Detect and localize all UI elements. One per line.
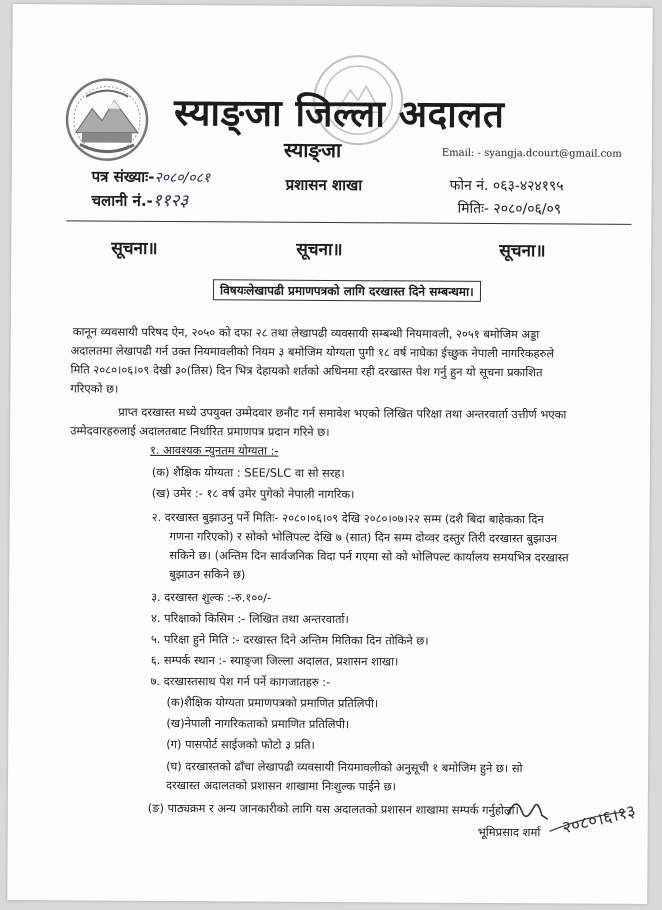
item-1b: (ख) उमेर :- १८ वर्ष उमेर पुगेको नेपाली नागरिक। — [151, 485, 355, 502]
notice-label-left: सूचना॥ — [111, 238, 158, 259]
intro-paragraph — [70, 322, 554, 401]
intro-line-4: गरिएको छ। — [70, 381, 119, 396]
item-1a: (क) शैक्षिक योग्यता : SEE/SLC वा सो सरह। — [151, 464, 345, 481]
document-date: मितिः- २०८०/०६/०९ — [457, 200, 562, 218]
item-7c: (ग) पासपोर्ट साईजको फोटो ३ प्रति। — [166, 737, 315, 752]
notice-label-center: सूचना॥ — [296, 239, 343, 261]
item-6: ६. सम्पर्क स्थान :- स्याङ्जा जिल्ला अदालत, प्रशासन शाखा। — [150, 652, 399, 669]
intro-line-2: अदालतमा लेखापढी गर्न उक्त नियमावलीको नियम ३ बमोजिम योग्यता पुगी १८ वर्ष नाघेका ईच्छुक नेपाली नागरिकहरुले — [70, 343, 555, 361]
item-4: ४. परिक्षाको किसिम :- लिखित तथा अन्तरवार्ता। — [150, 610, 349, 627]
item-7e: (ङ) पाठ्यक्रम र अन्य जानकारीको लागि यस अदालतको प्रशासन शाखामा सम्पर्क गर्नुहोला। — [147, 800, 519, 818]
dispatch-number-label: चलानी नं.- — [91, 191, 153, 210]
subject-line: विषयःलेखापढी प्रमाणपत्रको लागि दरखास्त दिने सम्बन्धमा। — [213, 279, 481, 302]
intro-line-1: कानून व्यवसायी परिषद ऐन, २०५० को दफा २८ तथा लेखापढी व्यवसायी सम्बन्धी नियमावली, २०५१ बमोजिम अड्डा — [72, 324, 540, 342]
phone-number: फोन नं. ०६३-४२४१९५ — [449, 177, 564, 195]
branch-name: प्रशासन शाखा — [285, 175, 363, 195]
item-2 — [151, 508, 569, 587]
item-3: ३. दरखास्त शुल्क :-रु.१००/- — [151, 589, 272, 605]
court-subtitle: स्याङ्जा — [283, 137, 342, 163]
item-2-line-3: सकिने छ। (अन्तिम दिन सार्वजनिक विदा पर्न गएमा सो को भोलिपल्ट कार्यालय समयभित्र दरखास्त — [169, 548, 569, 565]
item-2-line-2: गणना गरिएको) र सोको भोलिपल्ट देखि ७ (सात) दिन सम्म दोव्वर दस्तुर तिरी दरखास्त बुझाउन — [169, 529, 558, 546]
reference-number-label: पत्र संख्याः- — [91, 167, 155, 186]
item-2-line-1: २. दरखास्त बुझाउनु पर्ने मितिः- २०८०।०६।०९ देखि २०८०।०७।२२ सम्म (दशै बिदा बाहेकका दिन — [151, 509, 544, 527]
item-7a: (क)शैक्षिक योग्यता प्रमाणपत्रको प्रमाणित प्रतिलिपी। — [166, 695, 379, 711]
item-5: ५. परिक्षा हुने मिति :- दरखास्त दिने अन्तिम मितिका दिन तोकिने छ। — [150, 631, 429, 648]
dispatch-number — [91, 188, 188, 212]
header-divider — [66, 220, 631, 224]
reference-number — [92, 167, 211, 188]
notice-document — [7, 4, 652, 904]
reference-number-value: २०८०/०८१ — [154, 169, 211, 187]
item-1-heading: १. आवश्यक न्युनतम योग्यता :- — [149, 442, 279, 458]
item-2-line-4: बुझाउन सकिने छ) — [169, 567, 246, 582]
item-7d-line-2: दरखास्त अदालतको प्रशासन शाखामा निःशुल्क पाईने छ। — [165, 778, 397, 794]
selection-line-2: उम्मेदवारहरुलाई अदालतबाट निर्धारित प्रमाणपत्र प्रदान गरिने छ। — [70, 423, 330, 439]
selection-paragraph — [70, 402, 566, 443]
court-title: स्याङ्जा जिल्ला अदालत — [173, 91, 505, 137]
dispatch-number-value: ११२३ — [152, 190, 189, 212]
item-7d — [166, 757, 523, 797]
item-7-heading: ७. दरखास्तसाथ पेश गर्न पर्ने कागजातहरु :- — [150, 673, 331, 690]
item-7d-line-1: (घ) दरखास्तको ढाँचा लेखापढी व्यवसायी नियमावलीको अनुसूची १ बमोजिम हुने छ। सो — [166, 759, 523, 776]
notice-label-right: सूचना॥ — [499, 241, 546, 262]
nepal-emblem-icon — [62, 74, 153, 165]
item-7b: (ख)नेपाली नागरिकताको प्रमाणित प्रतिलिपी। — [166, 716, 350, 732]
court-email: Email: - syangja.dcourt@gmail.com — [441, 147, 622, 160]
selection-line-1: प्राप्त दरखास्त मध्ये उपयुक्त उम्मेदवार छनौट गर्न समावेश भएको लिखित परिक्षा तथा अन्तरवार्ता उत्तीर्ण भएका — [118, 404, 567, 422]
signatory-name: भूमिप्रसाद शर्मा — [477, 824, 541, 840]
intro-line-3: मिति २०८०।०६।०९ देखी ३०(तिस) दिन भित्र देहायको शर्तको अधिनमा रही दरखास्त पेश गर्नु हुन यो सूचना प्रकाशित — [70, 362, 543, 380]
signature-date: २०८०।६।१३ — [560, 801, 638, 839]
